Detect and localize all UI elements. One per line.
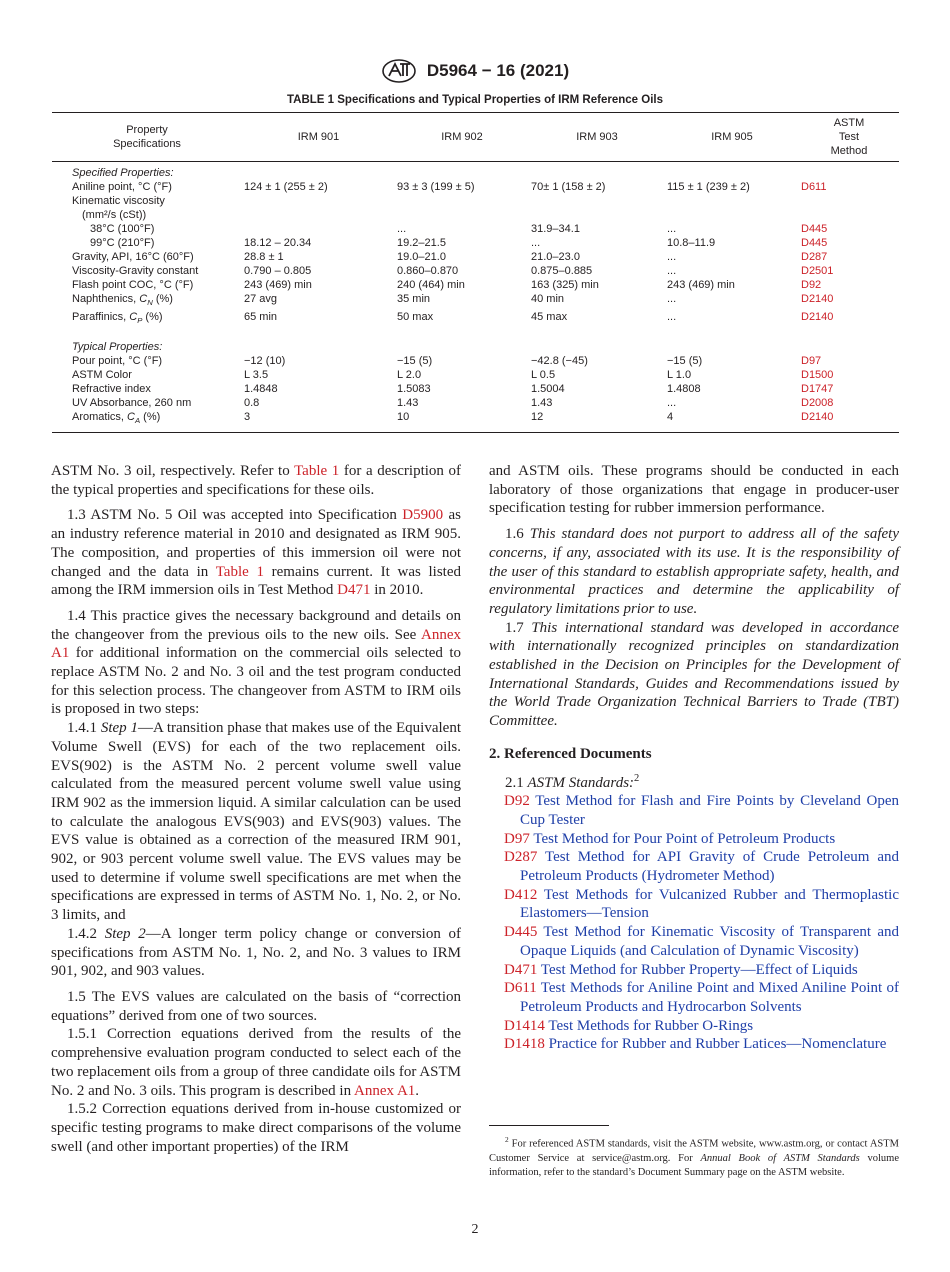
table-cell: 19.0–21.0 bbox=[397, 251, 446, 263]
table-column-header: IRM 901 bbox=[297, 131, 340, 143]
reference-title-link[interactable]: Test Methods for Rubber O-Rings bbox=[548, 1017, 754, 1034]
table-cell: 3 bbox=[244, 411, 251, 424]
table-cell: ... bbox=[667, 397, 677, 410]
table-cell-property: UV Absorbance, 260 nm bbox=[72, 397, 192, 410]
paragraph-1-3: 1.3 ASTM No. 5 Oil was accepted into Specification D5900 as an industry reference material in 2010 and designated as IRM 905. The composition, and properties of this immersion oil were not changed and the data in Table 1 remains current. It was listed among the IRM immersion oils in Test Method D471 in 2010. bbox=[51, 507, 462, 599]
table-row bbox=[52, 310, 899, 328]
paragraph-1-4-1: 1.4.1 Step 1—A transition phase that makes use of the Equivalent Volume Swell (EVS) for each of the two replacement oils. EVS(902) is the ASTM No. 2 percent volume swell value calculated from the measured percent volume swell value using IRM 902 as the immersion liquid. A similar calculation can be used to calculate the analogous EVS(903) and EVS(903) values. The EVS value is obtained as a correction of the measured IRM 901, 902, or 903 percent volume swell value. The EVS values may be used to determine if volume swell specifications are met when the specifications are expressed in terms of ASTM No. 1, No. 2, or No. 3 limits, and bbox=[51, 720, 461, 924]
table-row bbox=[52, 236, 899, 250]
table-cell-method-link[interactable]: D2008 bbox=[801, 397, 834, 410]
table-cell bbox=[242, 208, 395, 222]
left-column bbox=[51, 462, 461, 1163]
reference-code-link[interactable]: D471 bbox=[504, 961, 538, 978]
table-column-header: Property Specifications bbox=[113, 124, 181, 150]
reference-item bbox=[489, 923, 899, 960]
table-cell: 1.4808 bbox=[667, 383, 701, 396]
table-row bbox=[52, 222, 899, 236]
document-code: D5964 − 16 (2021) bbox=[426, 61, 570, 80]
table-cell: 21.0–23.0 bbox=[531, 251, 580, 263]
table-cell: ... bbox=[667, 223, 677, 235]
table-cell: 1.5083 bbox=[397, 383, 431, 396]
table-row bbox=[52, 410, 899, 432]
table-cell: 0.8 bbox=[244, 397, 260, 410]
table-cell-method-link[interactable]: D2501 bbox=[801, 265, 834, 277]
paragraph-1-4-2: 1.4.2 Step 2—A longer term policy change or conversion of specifications from ASTM No. 1, No. 2, and No. 3 values to IRM 901, 902, and 903 values. bbox=[51, 925, 462, 980]
table-cell: 93 ± 3 (199 ± 5) bbox=[397, 181, 475, 193]
table-cell: 115 ± 1 (239 ± 2) bbox=[667, 181, 750, 193]
reference-title-link[interactable]: Test Method for API Gravity of Crude Petroleum and Petroleum Products (Hydrometer Method) bbox=[520, 849, 900, 885]
d5900-link[interactable]: D5900 bbox=[402, 507, 444, 524]
table-cell bbox=[665, 194, 799, 208]
table-cell: 243 (469) min bbox=[244, 279, 312, 291]
table-cell: 50 max bbox=[397, 311, 434, 324]
table-row bbox=[52, 180, 899, 194]
table-cell: 45 max bbox=[531, 311, 568, 324]
table-cell: L 2.0 bbox=[397, 369, 422, 382]
referenced-documents-list bbox=[489, 792, 899, 1054]
reference-title-link[interactable]: Test Methods for Vulcanized Rubber and Thermoplastic Elastomers—Tension bbox=[520, 886, 900, 922]
table-cell-property: Viscosity-Gravity constant bbox=[72, 265, 199, 277]
reference-item bbox=[489, 979, 899, 1016]
reference-title-link[interactable]: Test Method for Rubber Property—Effect of Liquids bbox=[540, 961, 858, 978]
table-row bbox=[52, 208, 899, 222]
right-column bbox=[489, 462, 899, 1054]
table-cell-property: 99°C (210°F) bbox=[90, 237, 155, 249]
table-cell: 1.43 bbox=[531, 397, 553, 410]
table-body bbox=[52, 162, 899, 433]
annex-a1-link[interactable]: Annex A1 bbox=[354, 1082, 416, 1099]
table-cell bbox=[242, 222, 395, 236]
table-cell: 10.8–11.9 bbox=[667, 237, 716, 249]
table-cell: L 1.0 bbox=[667, 369, 692, 382]
table-cell: L 0.5 bbox=[531, 369, 556, 382]
table-row bbox=[52, 396, 899, 410]
table-cell-method-link[interactable]: D287 bbox=[801, 251, 828, 263]
table-group-label: Specified Properties: bbox=[72, 167, 174, 179]
astm-logo-icon bbox=[381, 58, 417, 84]
table-cell bbox=[395, 208, 529, 222]
table-cell: 4 bbox=[667, 411, 674, 424]
table-cell: 1.43 bbox=[397, 397, 419, 410]
reference-title-link[interactable]: Test Methods for Aniline Point and Mixed Aniline Point of Petroleum Products and Hydrocarbon Solvents bbox=[520, 980, 899, 1015]
table-cell: 0.790 – 0.805 bbox=[244, 265, 312, 277]
reference-title-link[interactable]: Test Method for Flash and Fire Points by Cleveland Open Cup Tester bbox=[520, 793, 900, 828]
table-group-row bbox=[52, 340, 899, 354]
reference-item bbox=[489, 886, 899, 923]
paragraph-2-1: 2.1 ASTM Standards:$^2$ bbox=[505, 772, 640, 791]
table-group-label: Typical Properties: bbox=[72, 341, 163, 354]
table-cell-property: Flash point COC, °C (°F) bbox=[72, 279, 194, 291]
table-cell: −12 (10) bbox=[244, 355, 286, 368]
table-cell: 0.860–0.870 bbox=[397, 265, 459, 277]
table-group-row bbox=[52, 162, 899, 181]
table-cell: 31.9–34.1 bbox=[531, 223, 580, 235]
table-cell-property: Gravity, API, 16°C (60°F) bbox=[72, 251, 194, 263]
table-cell-method-link[interactable]: D2140 bbox=[801, 311, 834, 324]
footnote-divider bbox=[489, 1125, 609, 1126]
reference-item bbox=[489, 792, 899, 829]
paragraph-1-5-2: 1.5.2 Correction equations derived from in-house customized or specific testing programs to make direct comparisons of the volume swell (and other important properties) of the IRM bbox=[51, 1101, 461, 1155]
table-cell-method-link[interactable]: D445 bbox=[801, 223, 828, 235]
table-cell: −15 (5) bbox=[667, 355, 703, 368]
table-cell-property: (mm²/s (cSt)) bbox=[82, 209, 147, 221]
table-cell: −15 (5) bbox=[397, 355, 433, 368]
table-cell: 124 ± 1 (255 ± 2) bbox=[244, 181, 328, 193]
reference-code-link[interactable]: D611 bbox=[504, 980, 537, 997]
table-row bbox=[52, 250, 899, 264]
paragraph-1-5-1: 1.5.1 Correction equations derived from the results of the comprehensive evaluation program conducted to select each of the two replacement oils from a group of three candidate oils for ASTM No. 2 and No. 3 oils. This program is described in Annex A1. bbox=[51, 1026, 461, 1099]
table-cell: ... bbox=[667, 265, 677, 277]
table-cell-property: Naphthenics, $C_N$ (%) bbox=[72, 293, 173, 308]
table-cell: 240 (464) min bbox=[397, 279, 465, 291]
table-cell bbox=[242, 194, 395, 208]
d471-link[interactable]: D471 bbox=[337, 582, 371, 599]
paragraph-1-5: 1.5 The EVS values are calculated on the basis of “correction equations” derived from one of two sources. bbox=[51, 988, 461, 1024]
table-cell: 18.12 – 20.34 bbox=[244, 237, 312, 249]
paragraph-1-5-2-cont: and ASTM oils. These programs should be conducted in each laboratory of those organizations that engage in producer-user specification testing for rubber immersion performance. bbox=[489, 463, 899, 517]
paragraph-1-6: 1.6 This standard does not purport to address all of the safety concerns, if any, associated with its use. It is the responsibility of the user of this standard to establish appropriate safety, health, and environmental practices and determine the applicability of regulatory limitations prior to use. bbox=[489, 526, 900, 617]
table-cell bbox=[529, 208, 665, 222]
table-cell-method-link[interactable]: D611 bbox=[801, 181, 827, 193]
table-cell bbox=[395, 194, 529, 208]
table-cell bbox=[665, 208, 799, 222]
reference-item bbox=[489, 830, 899, 849]
page-number: 2 bbox=[471, 1222, 479, 1237]
paragraph-1-7: 1.7 This international standard was developed in accordance with internationally recognized principles on standardization established in the Decision on Principles for the Development of International Standards, Guides and Recommendations issued by the World Trade Organization Technical Barriers to Trade (TBT) Committee. bbox=[489, 619, 900, 730]
table-cell-method-link[interactable]: D2140 bbox=[801, 411, 834, 424]
properties-table bbox=[52, 112, 899, 433]
table-column-header: IRM 903 bbox=[576, 131, 618, 143]
table-cell: 19.2–21.5 bbox=[397, 237, 446, 249]
table-cell-method-link[interactable]: D1747 bbox=[801, 383, 834, 396]
paragraph-1-4: 1.4 This practice gives the necessary background and details on the changeover from the previous oils to the new oils. See Annex A1 for additional information on the commercial oils selected to replace ASTM No. 2 and No. 3 oil and the test program conducted for this selection process. The changeover from ASTM to IRM oils is proposed in two steps: bbox=[51, 607, 461, 718]
reference-code-link[interactable]: D287 bbox=[504, 849, 538, 866]
table-row bbox=[52, 368, 899, 382]
reference-code-link[interactable]: D412 bbox=[504, 886, 538, 903]
table-row bbox=[52, 264, 899, 278]
reference-code-link[interactable]: D1414 bbox=[504, 1017, 545, 1034]
table-cell-method-link[interactable]: D97 bbox=[801, 355, 822, 368]
table-title: TABLE 1 Specifications and Typical Properties of IRM Reference Oils bbox=[287, 94, 663, 106]
table-row bbox=[52, 194, 899, 208]
table-cell-property: ASTM Color bbox=[72, 369, 132, 382]
table-spacer bbox=[52, 328, 899, 340]
table-spacer-cell bbox=[52, 328, 899, 340]
table-cell: 0.875–0.885 bbox=[531, 265, 593, 277]
table-cell-property: 38°C (100°F) bbox=[90, 223, 155, 235]
reference-title-link[interactable]: Test Method for Kinematic Viscosity of Transparent and Opaque Liquids (and Calculation of Dynamic Viscosity) bbox=[520, 924, 899, 959]
table-cell-property: Pour point, °C (°F) bbox=[72, 355, 163, 368]
section-2-heading: 2. Referenced Documents bbox=[489, 745, 652, 762]
table-header bbox=[52, 113, 899, 162]
page-header bbox=[0, 58, 950, 84]
table-cell-method-link[interactable]: D1500 bbox=[801, 369, 834, 382]
table-cell: 1.5004 bbox=[531, 383, 565, 396]
table-cell: 1.4848 bbox=[244, 383, 278, 396]
table-cell: 163 (325) min bbox=[531, 279, 599, 291]
table-cell-method-link[interactable]: D445 bbox=[801, 237, 828, 249]
reference-item bbox=[489, 848, 899, 885]
table-cell: 243 (469) min bbox=[667, 279, 735, 291]
reference-code-link[interactable]: D92 bbox=[504, 793, 530, 810]
reference-title-link[interactable]: Practice for Rubber and Rubber Latices—Nomenclature bbox=[548, 1036, 887, 1053]
table-cell: 70± 1 (158 ± 2) bbox=[531, 181, 606, 193]
table-row bbox=[52, 382, 899, 396]
table-row bbox=[52, 354, 899, 368]
table-cell: 28.8 ± 1 bbox=[244, 251, 284, 263]
table-cell-property: Paraffinics, $C_P$ (%) bbox=[72, 311, 163, 326]
table-1-link[interactable]: Table 1 bbox=[215, 563, 264, 580]
paragraph-1-2-cont: ASTM No. 3 oil, respectively. Refer to Table 1 for a description of the typical properties and specifications for these oils. bbox=[51, 463, 462, 498]
reference-code-link[interactable]: D445 bbox=[504, 924, 538, 941]
reference-title-link[interactable]: Test Method for Pour Point of Petroleum Products bbox=[533, 830, 836, 847]
reference-item bbox=[489, 961, 899, 980]
table-cell-property: Refractive index bbox=[72, 383, 151, 396]
reference-code-link[interactable]: D97 bbox=[504, 830, 530, 847]
table-cell-property: Kinematic viscosity bbox=[72, 195, 165, 207]
reference-item bbox=[489, 1017, 899, 1036]
table-cell bbox=[529, 194, 665, 208]
table-cell-method-link[interactable]: D92 bbox=[801, 279, 822, 291]
table-row bbox=[52, 278, 899, 292]
table-cell: −42.8 (−45) bbox=[531, 355, 588, 368]
reference-item bbox=[489, 1035, 899, 1054]
table-column-header: IRM 902 bbox=[441, 131, 483, 143]
table-cell: ... bbox=[667, 251, 677, 263]
table-cell-method-link[interactable]: D2140 bbox=[801, 293, 834, 305]
table-cell-method-link bbox=[799, 208, 899, 222]
table-row bbox=[52, 292, 899, 310]
table-column-header: IRM 905 bbox=[711, 131, 753, 143]
table-cell-property: Aniline point, °C (°F) bbox=[72, 181, 172, 193]
reference-code-link[interactable]: D1418 bbox=[504, 1036, 545, 1053]
table-cell: L 3.5 bbox=[244, 369, 269, 382]
footnote: $^2$ For referenced ASTM standards, visit the ASTM website, www.astm.org, or contact ASTM Customer Service at service@astm.org. For Annual Book of ASTM Standards volume information, refer to the standard’s Document Summary page on the ASTM website. bbox=[489, 1135, 899, 1178]
table-cell: 65 min bbox=[244, 311, 278, 324]
table-cell: 12 bbox=[531, 411, 544, 424]
table-cell-method-link bbox=[799, 194, 899, 208]
table-cell: 35 min bbox=[397, 293, 431, 305]
table-1-link[interactable]: Table 1 bbox=[294, 463, 340, 479]
table-cell: 27 avg bbox=[244, 293, 278, 305]
table-column-header: ASTM Test Method bbox=[830, 117, 868, 157]
table-cell: 40 min bbox=[531, 293, 565, 305]
table-cell: ... bbox=[667, 293, 677, 305]
table-cell: 10 bbox=[397, 411, 410, 424]
annex-a1-link[interactable]: Annex A1 bbox=[51, 626, 461, 662]
table-cell: ... bbox=[397, 223, 407, 235]
table-cell: ... bbox=[531, 237, 541, 249]
table-cell-property: Aromatics, $C_A$ (%) bbox=[72, 411, 161, 426]
table-cell: ... bbox=[667, 311, 677, 324]
